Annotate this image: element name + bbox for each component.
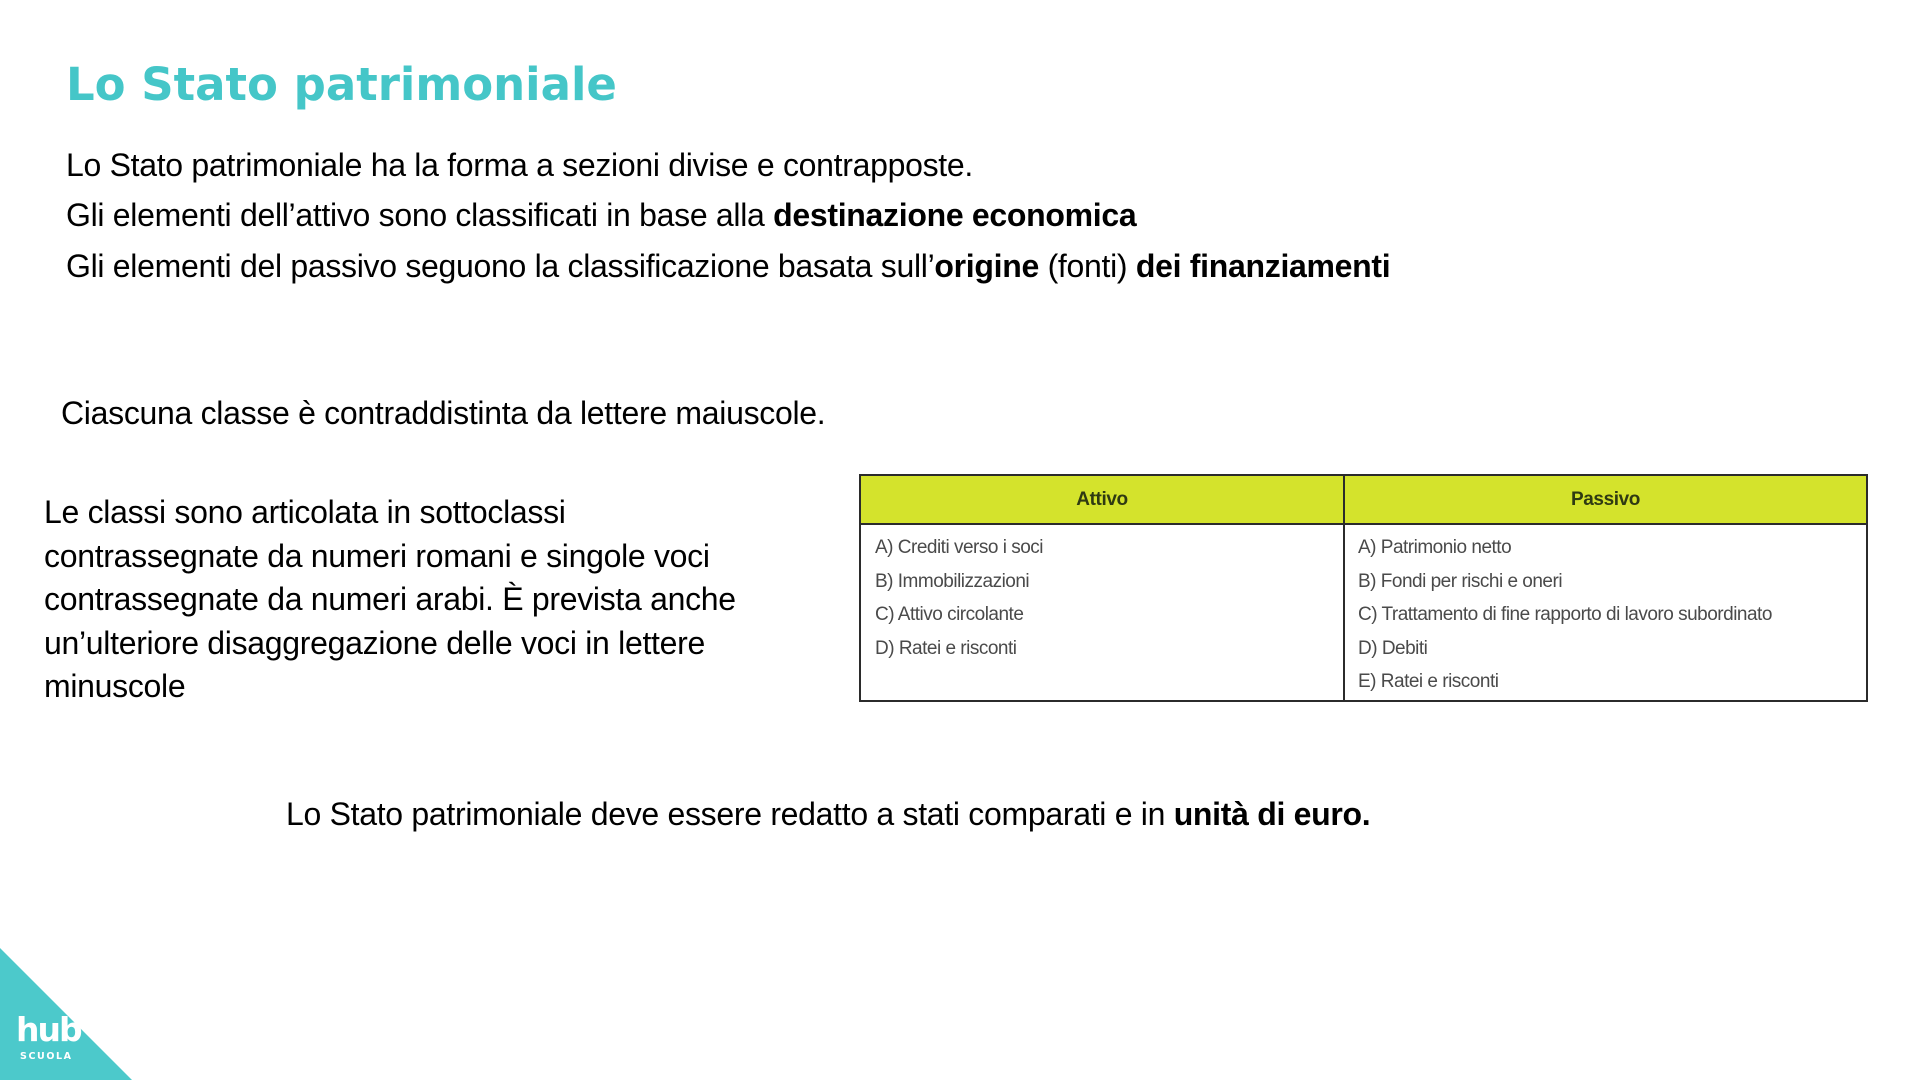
passivo-item: C) Trattamento di fine rapporto di lavoro subordinato (1358, 604, 1772, 625)
subclasses-paragraph (44, 491, 864, 709)
passivo-item: D) Debiti (1358, 637, 1428, 659)
intro-line-text: Gli elementi dell’attivo sono classificati in base alla (66, 197, 774, 233)
classes-note: Ciascuna classe è contraddistinta da lettere maiuscole. (61, 395, 826, 431)
paragraph-line: contrassegnate da numeri romani e singole voci (44, 537, 710, 574)
emphasis-destinazione-economica: destinazione economica (773, 197, 1137, 233)
column-header-attivo: Attivo (860, 475, 1344, 524)
attivo-item: D) Ratei e risconti (875, 637, 1017, 659)
table-header-row (860, 475, 1867, 524)
closing-text: Lo Stato patrimoniale deve essere redatto a stati comparati e in (286, 796, 1174, 832)
scuola-logo-label: SCUOLA (20, 1051, 73, 1062)
paragraph-line: Le classi sono articolata in sottoclassi (44, 494, 566, 530)
attivo-cell (860, 524, 1344, 701)
passivo-cell (1344, 524, 1867, 701)
paragraph-line: minuscole (44, 668, 186, 704)
closing-statement (286, 795, 1370, 833)
attivo-item: B) Immobilizzazioni (875, 570, 1030, 592)
emphasis-origine: origine (934, 248, 1039, 284)
emphasis-dei-finanziamenti: dei finanziamenti (1135, 248, 1391, 284)
passivo-item: B) Fondi per rischi e oneri (1358, 570, 1563, 592)
emphasis-unita-di-euro: unità di euro (1173, 796, 1362, 832)
attivo-item: A) Crediti verso i soci (875, 537, 1043, 558)
intro-line-text: Gli elementi del passivo seguono la classificazione basata sull’ (66, 248, 935, 284)
balance-sheet-table (859, 474, 1868, 702)
intro-line-passivo (66, 247, 1390, 285)
intro-line-text: (fonti) (1038, 248, 1136, 284)
intro-line-text: Lo Stato patrimoniale ha la forma a sezioni divise e contrapposte. (66, 147, 973, 183)
hub-logo: hub (16, 1010, 81, 1049)
passivo-item: E) Ratei e risconti (1358, 671, 1499, 692)
intro-line-sections (66, 146, 973, 184)
intro-line-attivo (66, 196, 1136, 234)
table-row (860, 524, 1867, 701)
paragraph-line: contrassegnate da numeri arabi. È prevista anche (44, 581, 736, 617)
paragraph-line: un’ulteriore disaggregazione delle voci in lettere (44, 624, 705, 661)
attivo-item: C) Attivo circolante (875, 604, 1024, 625)
column-header-passivo: Passivo (1344, 475, 1867, 524)
slide-title: Lo Stato patrimoniale (66, 58, 617, 111)
passivo-item: A) Patrimonio netto (1358, 537, 1512, 558)
closing-period: . (1361, 796, 1371, 832)
